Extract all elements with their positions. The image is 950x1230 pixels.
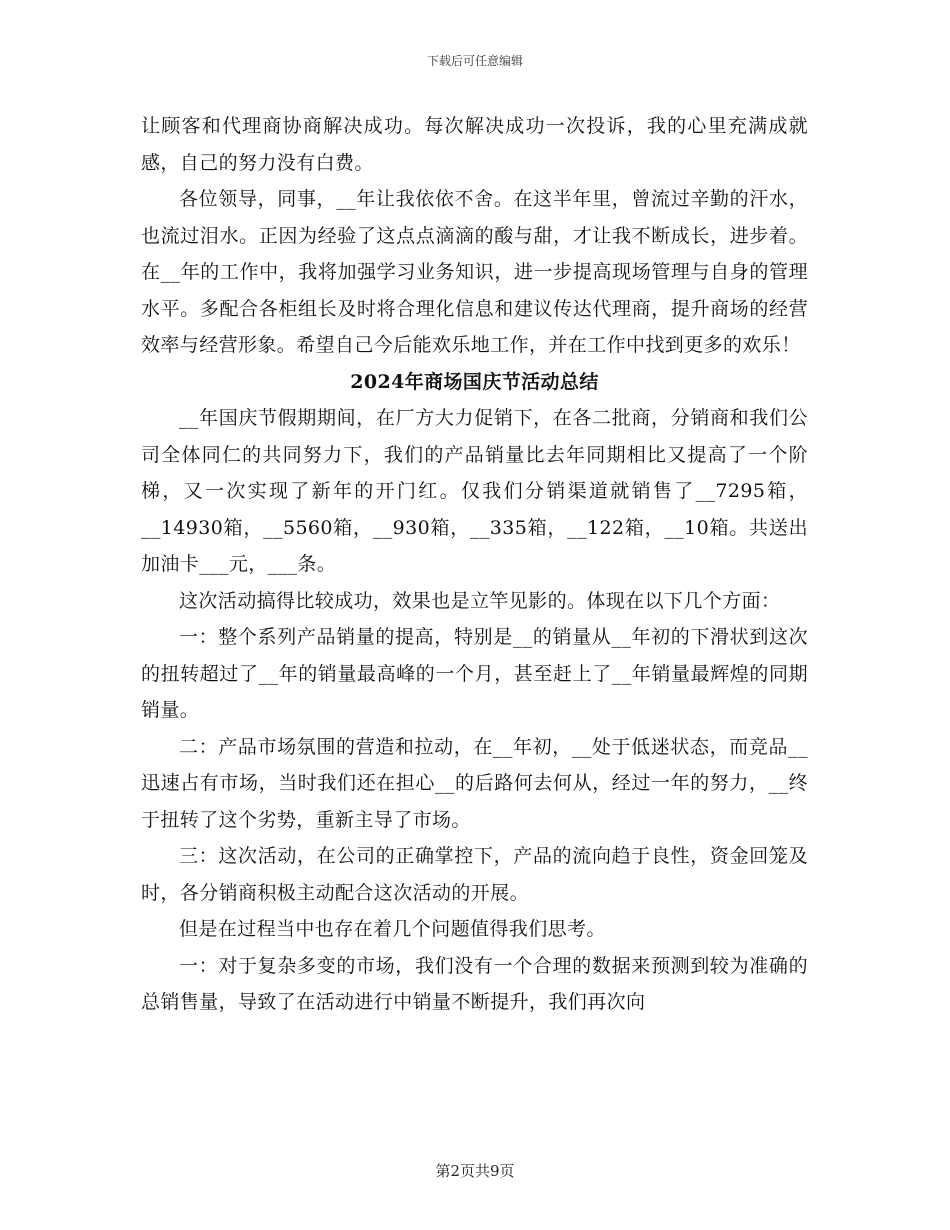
paragraph-effects-intro: 这次活动搞得比较成功，效果也是立竿见影的。体现在以下几个方面： — [179, 589, 781, 612]
page-header: 下载后可任意编辑 — [426, 54, 523, 68]
paragraph-problems-intro: 但是在过程当中也存在着几个问题值得我们思考。 — [179, 918, 606, 940]
document-body — [141, 108, 808, 1021]
paragraph-continuation: 让顾客和代理商协商解决成功。每次解决成功一次投诉，我的心里充满成就感，自己的努力没有白费。 — [141, 115, 808, 174]
paragraph-point-one: 一：整个系列产品销量的提高，特别是__的销量从__年初的下滑状到这次的扭转超过了__年的销量最高峰的一个月，甚至赶上了__年销量最辉煌的同期销量。 — [141, 626, 808, 721]
page-number: 第2页共9页 — [435, 1162, 515, 1180]
paragraph-closing-remarks: 各位领导，同事，__年让我依依不舍。在这半年里，曾流过辛勤的汗水，也流过泪水。正因为经验了这点点滴滴的酸与甜，才让我不断成长，进步着。在__年的工作中，我将加强学习业务知识，进一步提高现场管理与自身的管理水平。多配合各柜组长及时将合理化信息和建议传达代理商，提升商场的经营效率与经营形象。希望自己今后能欢乐地工作，并在工作中找到更多的欢乐！ — [141, 188, 808, 356]
section-title: 2024年商场国庆节活动总结 — [350, 370, 599, 393]
paragraph-sales-summary: __年国庆节假期期间，在厂方大力促销下，在各二批商，分销商和我们公司全体同仁的共同努力下，我们的产品销量比去年同期相比又提高了一个阶梯，又一次实现了新年的开门红。仅我们分销渠道就销售了__7295箱，__14930箱，__5560箱，__930箱，__335箱，__122箱，__10箱。共送出加油卡___元，___条。 — [141, 407, 808, 575]
paragraph-point-two: 二：产品市场氛围的营造和拉动，在__年初，__处于低迷状态，而竞品__迅速占有市场，当时我们还在担心__的后路何去何从，经过一年的努力，__终于扭转了这个劣势，重新主导了市场。 — [141, 735, 808, 831]
paragraph-point-three: 三：这次活动，在公司的正确掌控下，产品的流向趋于良性，资金回笼及时，各分销商积极主动配合这次活动的开展。 — [141, 845, 808, 904]
paragraph-problem-one: 一：对于复杂多变的市场，我们没有一个合理的数据来预测到较为准确的总销售量，导致了在活动进行中销量不断提升，我们再次向 — [141, 954, 808, 1013]
